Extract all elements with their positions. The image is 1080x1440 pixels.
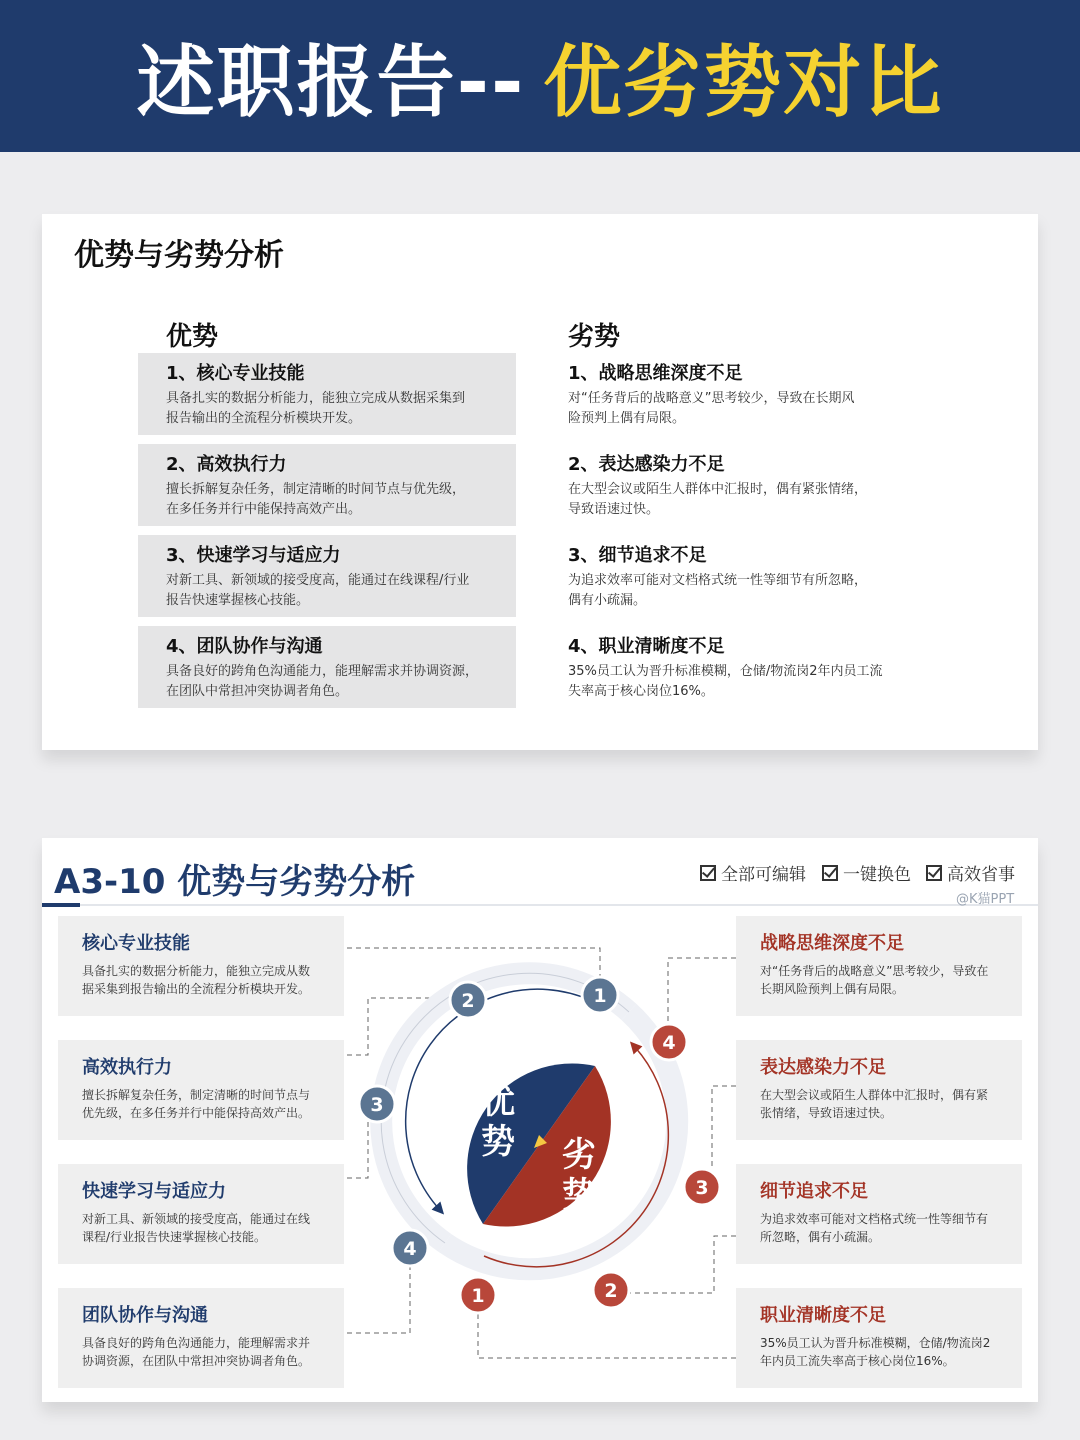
watermark: @K猫PPT	[956, 892, 1015, 907]
header-banner	[0, 0, 1080, 152]
weakness-box	[736, 1040, 1022, 1140]
weakness-box	[736, 1164, 1022, 1264]
weakness-box	[736, 1288, 1022, 1388]
center-strength-char-1: 优	[481, 1082, 515, 1122]
feature-editable: 全部可编辑	[700, 860, 806, 885]
weakness-item	[568, 634, 908, 702]
badge-strength-2	[450, 982, 486, 1018]
slide1-title: 优势与劣势分析	[74, 238, 284, 273]
weakness-title: 4、职业清晰度不足	[568, 636, 725, 657]
badge-strength-4	[392, 1230, 428, 1266]
center-weakness-char-1: 劣	[562, 1135, 596, 1175]
strength-box	[58, 916, 344, 1016]
strength-box	[58, 1040, 344, 1140]
svg-text:4: 4	[662, 1032, 676, 1054]
strength-box-desc: 擅长拆解复杂任务，制定清晰的时间节点与 优先级，在多任务并行中能保持高效产出。	[82, 1088, 311, 1120]
strength-item	[138, 535, 516, 617]
weakness-box-desc: 35%员工认为晋升标准模糊，仓储/物流岗2 年内员工流失率高于核心岗位16%。	[760, 1336, 991, 1368]
weakness-desc: 为追求效率可能对文档格式统一性等细节有所忽略， 偶有小疏漏。	[568, 573, 868, 608]
strengths-header: 优势	[166, 322, 219, 352]
strength-item	[138, 626, 516, 708]
strength-title: 2、高效执行力	[166, 454, 287, 475]
slide-card-2	[42, 838, 1038, 1402]
weakness-title: 3、细节追求不足	[568, 545, 707, 566]
strength-item	[138, 444, 516, 526]
badge-weakness-1	[460, 1277, 496, 1313]
weakness-box-desc: 在大型会议或陌生人群体中汇报时，偶有紧 张情绪，导致语速过快。	[760, 1088, 989, 1120]
slide-card-1	[42, 214, 1038, 750]
weakness-title: 2、表达感染力不足	[568, 454, 725, 475]
badge-strength-3	[359, 1086, 395, 1122]
strength-desc: 擅长拆解复杂任务，制定清晰的时间节点与优先级， 在多任务并行中能保持高效产出。	[166, 482, 466, 517]
svg-text:2: 2	[604, 1280, 618, 1302]
strength-desc: 具备扎实的数据分析能力，能独立完成从数据采集到 报告输出的全流程分析模块开发。	[166, 391, 466, 426]
strength-title: 4、团队协作与沟通	[166, 636, 323, 657]
slide2-title: A3-10 优势与劣势分析	[54, 862, 416, 902]
strength-box-title: 快速学习与适应力	[82, 1181, 226, 1202]
banner-title-yellow: 优劣势对比	[543, 38, 944, 128]
badge-weakness-3	[684, 1169, 720, 1205]
badge-weakness-4	[651, 1024, 687, 1060]
badge-strength-1	[582, 977, 618, 1013]
banner-title-white: 述职报告--	[136, 38, 526, 128]
strength-box-title: 高效执行力	[82, 1057, 172, 1078]
weakness-item	[568, 452, 908, 520]
weakness-box-title: 战略思维深度不足	[760, 933, 904, 954]
strength-title: 1、核心专业技能	[166, 363, 305, 384]
weaknesses-header: 劣势	[568, 322, 621, 352]
feature-recolor: 一键换色	[822, 860, 911, 885]
weakness-item	[568, 543, 908, 611]
svg-text:1: 1	[471, 1285, 485, 1307]
weakness-desc: 35%员工认为晋升标准模糊，仓储/物流岗2年内员工流 失率高于核心岗位16%。	[568, 664, 883, 699]
svg-text:2: 2	[461, 990, 475, 1012]
weakness-box-desc: 对“任务背后的战略意义”思考较少，导致在 长期风险预判上偶有局限。	[760, 964, 989, 996]
weakness-box-title: 职业清晰度不足	[760, 1305, 886, 1326]
strength-box	[58, 1288, 344, 1388]
badge-weakness-2	[593, 1272, 629, 1308]
feature-efficient: 高效省事	[926, 860, 1015, 885]
strength-box-desc: 具备良好的跨角色沟通能力，能理解需求并 协调资源，在团队中常担冲突协调者角色。	[82, 1336, 311, 1368]
strength-desc: 对新工具、新领域的接受度高，能通过在线课程/行业 报告快速掌握核心技能。	[166, 573, 470, 608]
strength-box	[58, 1164, 344, 1264]
svg-text:3: 3	[695, 1177, 709, 1199]
weakness-box-desc: 为追求效率可能对文档格式统一性等细节有 所忽略，偶有小疏漏。	[760, 1212, 989, 1244]
weakness-desc: 在大型会议或陌生人群体中汇报时，偶有紧张情绪， 导致语速过快。	[568, 482, 868, 517]
weakness-title: 1、战略思维深度不足	[568, 363, 743, 384]
weakness-box-title: 细节追求不足	[760, 1181, 868, 1202]
weakness-item	[568, 361, 908, 429]
strength-item	[138, 353, 516, 435]
weakness-box	[736, 916, 1022, 1016]
svg-text:4: 4	[403, 1238, 417, 1260]
strength-box-title: 核心专业技能	[82, 933, 190, 954]
strength-box-desc: 对新工具、新领域的接受度高，能通过在线 课程/行业报告快速掌握核心技能。	[82, 1212, 311, 1244]
svg-text:3: 3	[370, 1094, 384, 1116]
weakness-desc: 对“任务背后的战略意义”思考较少，导致在长期风 险预判上偶有局限。	[568, 391, 855, 426]
strength-desc: 具备良好的跨角色沟通能力，能理解需求并协调资源， 在团队中常担冲突协调者角色。	[166, 664, 479, 699]
strength-box-title: 团队协作与沟通	[82, 1305, 208, 1326]
svg-text:1: 1	[593, 985, 607, 1007]
center-weakness-char-2: 势	[562, 1175, 596, 1215]
strength-title: 3、快速学习与适应力	[166, 545, 341, 566]
strength-box-desc: 具备扎实的数据分析能力，能独立完成从数 据采集到报告输出的全流程分析模块开发。	[82, 964, 311, 996]
weakness-box-title: 表达感染力不足	[760, 1057, 886, 1078]
center-strength-char-2: 势	[481, 1122, 515, 1162]
